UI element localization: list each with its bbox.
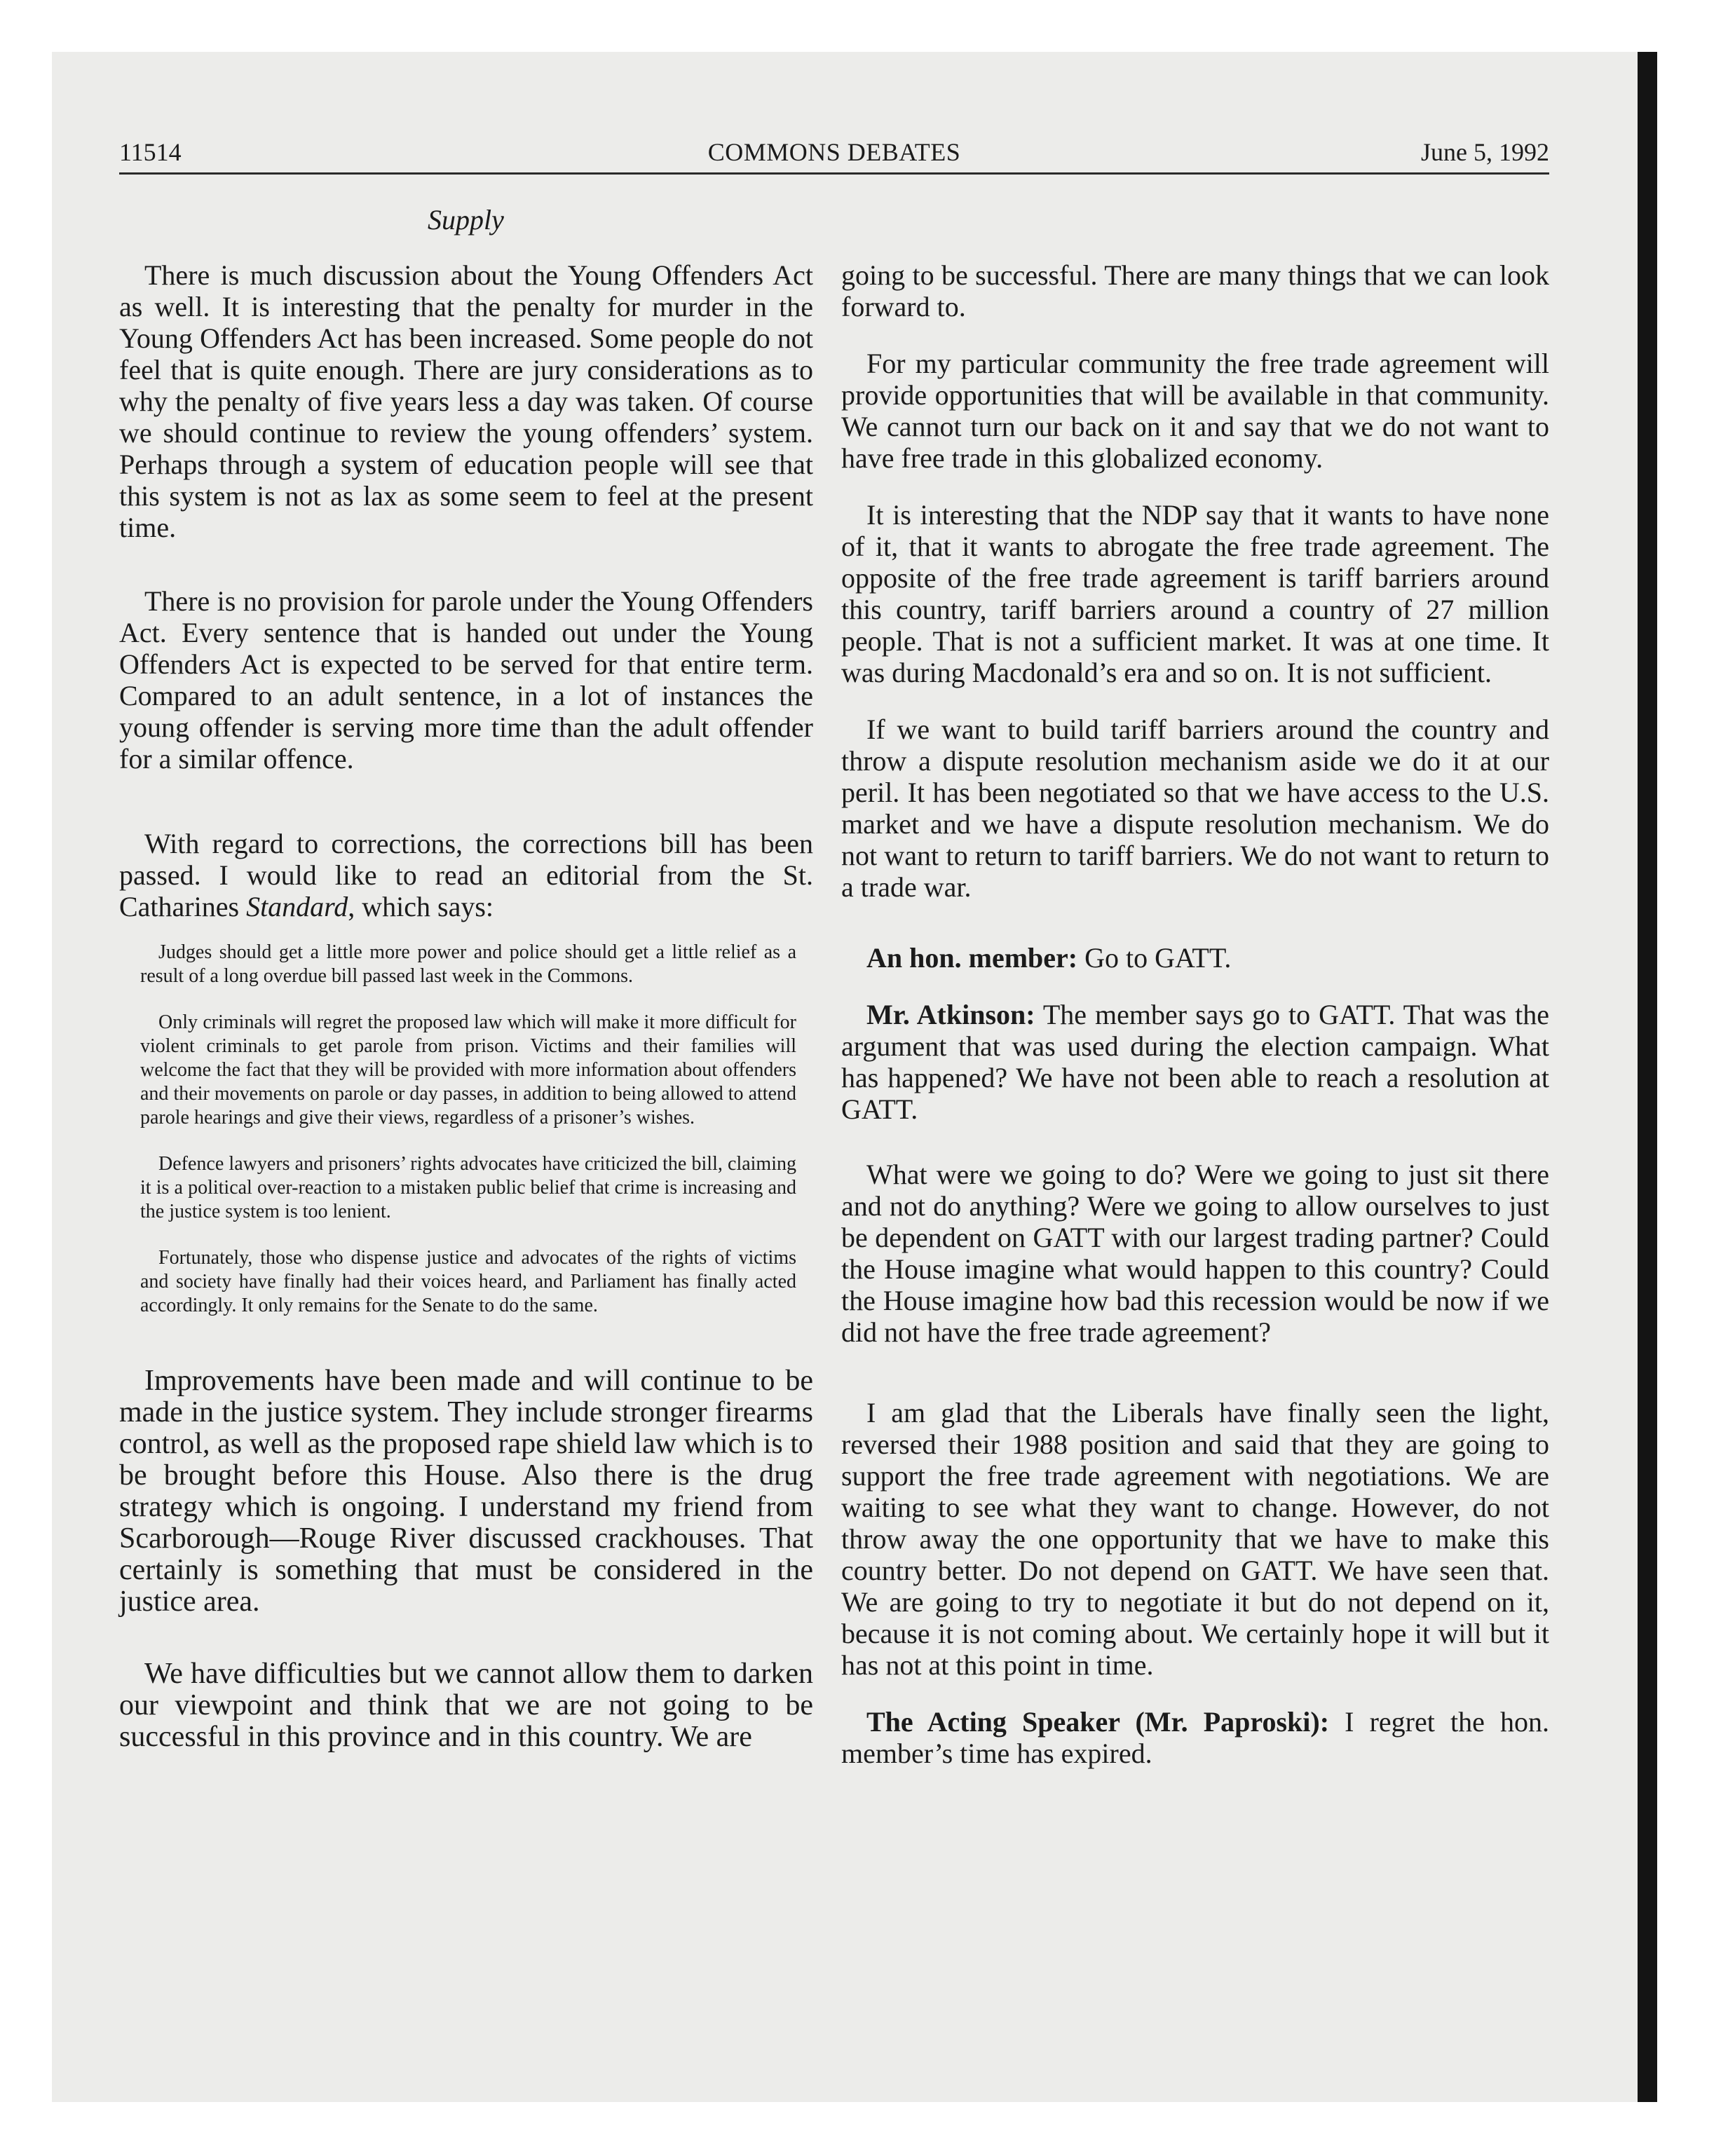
paragraph: What were we going to do? Were we going to just sit there and not do anything? Were we going to allow ourselves to just be dependent on GATT with our largest trading partner? Could the House imagine what would happen to this country? Could the House imagine how bad this recession would be now if we did not have the free trade agreement? bbox=[841, 1159, 1549, 1348]
paragraph: For my particular community the free trade agreement will provide opportunities that will be available in that community. We cannot turn our back on it and say that we do not want to have free trade in this globalized economy. bbox=[841, 348, 1549, 474]
quote-paragraph: Judges should get a little more power and police should get a little relief as a result of a long overdue bill passed last week in the Commons. bbox=[140, 941, 796, 987]
left-column bbox=[119, 259, 813, 1778]
editorial-quote bbox=[119, 941, 813, 1318]
speaker-name: An hon. member: bbox=[866, 942, 1078, 974]
paragraph: If we want to build tariff barriers around the country and throw a dispute resolution mechanism aside we do it at our peril. It has been negotiated so that we have access to the U.S. market and we have a dispute resolution mechanism. We do not want to return to tariff barriers. We do not want to return to a trade war. bbox=[841, 714, 1549, 903]
header-rule bbox=[119, 172, 1549, 175]
speaker-intervention bbox=[841, 1706, 1549, 1769]
quote-paragraph: Fortunately, those who dispense justice and advocates of the rights of victims and society have finally had their voices heard, and Parliament has finally acted accordingly. It only remains for the Senate to do the same. bbox=[140, 1247, 796, 1316]
section-label: Supply bbox=[428, 204, 504, 236]
speaker-name: The Acting Speaker (Mr. Paproski): bbox=[866, 1706, 1330, 1738]
quote-paragraph: Defence lawyers and prisoners’ rights advocates have criticized the bill, claiming it is a political over-reaction to a mistaken public belief that crime is increasing and the justice system is too lenient. bbox=[140, 1153, 796, 1222]
speaker-intervention bbox=[841, 942, 1549, 974]
paragraph: Improvements have been made and will continue to be made in the justice system. They include stronger firearms control, as well as the proposed rape shield law which is to be brought before this House. Also there is the drug strategy which is ongoing. I understand my friend from Scarborough—Rouge River discussed crackhouses. That certainly is something that must be considered in the justice area. bbox=[119, 1365, 813, 1618]
speaker-text: Go to GATT. bbox=[1077, 942, 1232, 974]
paragraph: going to be successful. There are many things that we can look forward to. bbox=[841, 259, 1549, 322]
paragraph: There is no provision for parole under the Young Offenders Act. Every sentence that is handed out under the Young Offenders Act is expected to be served for that entire term. Compared to an adult sentence, in a lot of instances the young offender is serving more time than the adult offender for a similar offence. bbox=[119, 585, 813, 775]
newspaper-name: Standard bbox=[246, 891, 348, 922]
speaker-text: I regret the hon. member’s time has expired. bbox=[841, 1706, 1549, 1769]
scan-edge-shadow bbox=[1638, 52, 1657, 2102]
paragraph bbox=[119, 828, 813, 922]
speaker-text: The member says go to GATT. That was the argument that was used during the election campaign. What has happened? We have not been able to reach a resolution at GATT. bbox=[841, 999, 1549, 1125]
page-number: 11514 bbox=[119, 138, 182, 166]
paragraph: We have difficulties but we cannot allow them to darken our viewpoint and think that we are not going to be successful in this province and in this country. We are bbox=[119, 1658, 813, 1753]
paragraph: There is much discussion about the Young Offenders Act as well. It is interesting that the penalty for murder in the Young Offenders Act has been increased. Some people do not feel that is quite enough. There are jury considerations as to why the penalty of five years less a day was taken. Of course we should continue to review the young offenders’ system. Perhaps through a system of education people will see that this system is not as lax as some seem to feel at the present time. bbox=[119, 259, 813, 543]
paragraph-text: With regard to corrections, the corrections bill has been passed. I would like to read an editorial from the St. Catharines bbox=[119, 828, 813, 922]
quote-paragraph: Only criminals will regret the proposed law which will make it more difficult for violent criminals to get parole from prison. Victims and their families will welcome the fact that they will be provided with more information about offenders and their movements on parole or day passes, in addition to being allowed to attend parole hearings and give their views, regardless of a prisoner’s wishes. bbox=[140, 1011, 796, 1128]
speaker-name: Mr. Atkinson: bbox=[866, 999, 1035, 1030]
paragraph: I am glad that the Liberals have finally seen the light, reversed their 1988 position and said that they are going to support the free trade agreement with negotiations. We are waiting to see what they want to change. However, do not throw away the one opportunity that we have to make this country better. Do not depend on GATT. We have seen that. We are going to try to negotiate it but do not depend on it, because it is not coming about. We certainly hope it will but it has not at this point in time. bbox=[841, 1397, 1549, 1681]
right-column bbox=[841, 259, 1549, 1794]
paragraph: It is interesting that the NDP say that it wants to have none of it, that it wants to abrogate the free trade agreement. The opposite of the free trade agreement is tariff barriers around this country, tariff barriers around a country of 27 million people. That is not a sufficient market. It was at one time. It was during Macdonald’s era and so on. It is not sufficient. bbox=[841, 499, 1549, 688]
page-header bbox=[119, 132, 1549, 174]
publication-title: COMMONS DEBATES bbox=[707, 138, 961, 166]
speaker-intervention bbox=[841, 999, 1549, 1125]
paragraph-text: , which says: bbox=[348, 891, 494, 922]
publication-date: June 5, 1992 bbox=[1421, 138, 1549, 166]
